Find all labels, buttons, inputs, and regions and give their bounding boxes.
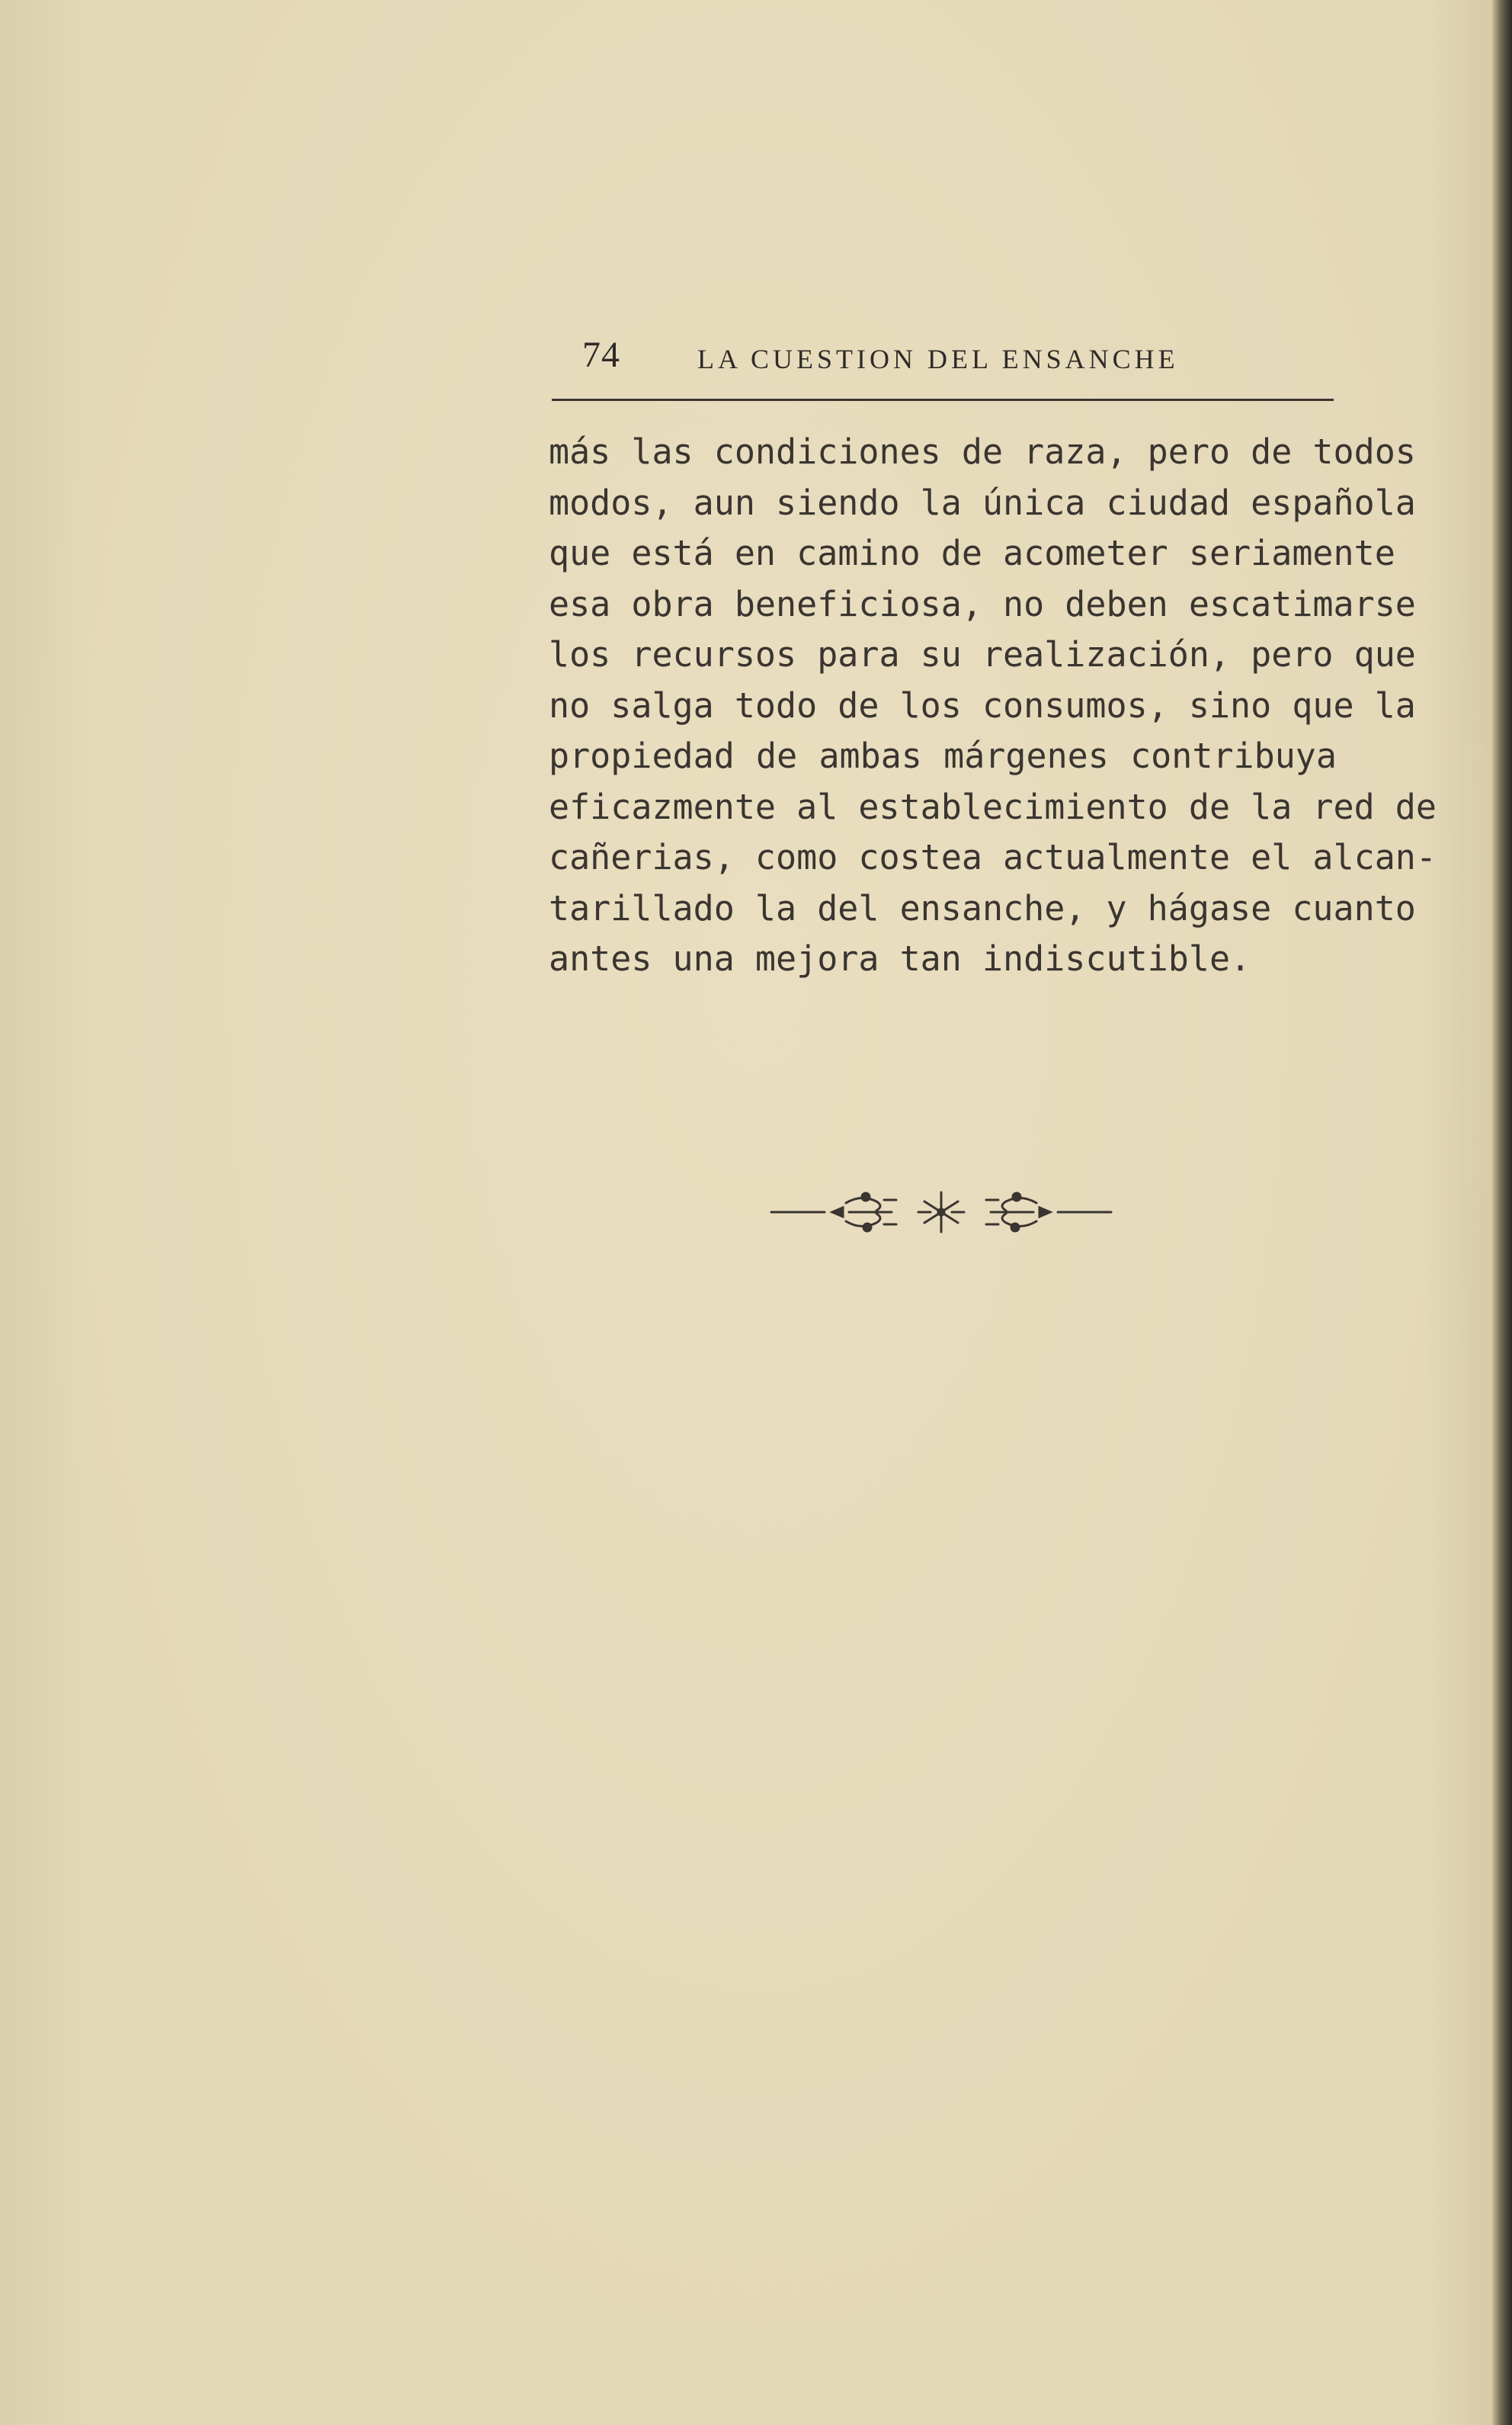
floral-tailpiece-icon bbox=[770, 1180, 1113, 1241]
text-line: los recursos para su realización, pero que bbox=[549, 634, 1416, 675]
text-line: tarillado la del ensanche, y hágase cuanto bbox=[549, 887, 1416, 929]
page-number: 74 bbox=[582, 335, 620, 375]
text-line: modos, aun siendo la única ciudad española bbox=[549, 482, 1416, 523]
page-header bbox=[550, 334, 1335, 387]
text-line: esa obra beneficiosa, no deben escatimarse bbox=[549, 583, 1416, 624]
text-line: antes una mejora tan indiscutible. bbox=[549, 938, 1251, 979]
text-line: propiedad de ambas márgenes contribuya bbox=[549, 736, 1337, 776]
text-line: más las condiciones de raza, pero de todos bbox=[549, 431, 1416, 472]
text-line: cañerias, como costea actualmente el alcan- bbox=[549, 837, 1437, 877]
body-paragraph bbox=[549, 427, 1437, 985]
running-head: LA CUESTION DEL ENSANCHE bbox=[697, 344, 1179, 374]
text-line: que está en camino de acometer seriamente bbox=[549, 533, 1395, 573]
text-line: no salga todo de los consumos, sino que la bbox=[549, 685, 1416, 726]
header-rule bbox=[552, 399, 1334, 401]
page-edge-shadow bbox=[1492, 0, 1512, 2425]
text-line: eficazmente al establecimiento de la red de bbox=[549, 786, 1437, 827]
